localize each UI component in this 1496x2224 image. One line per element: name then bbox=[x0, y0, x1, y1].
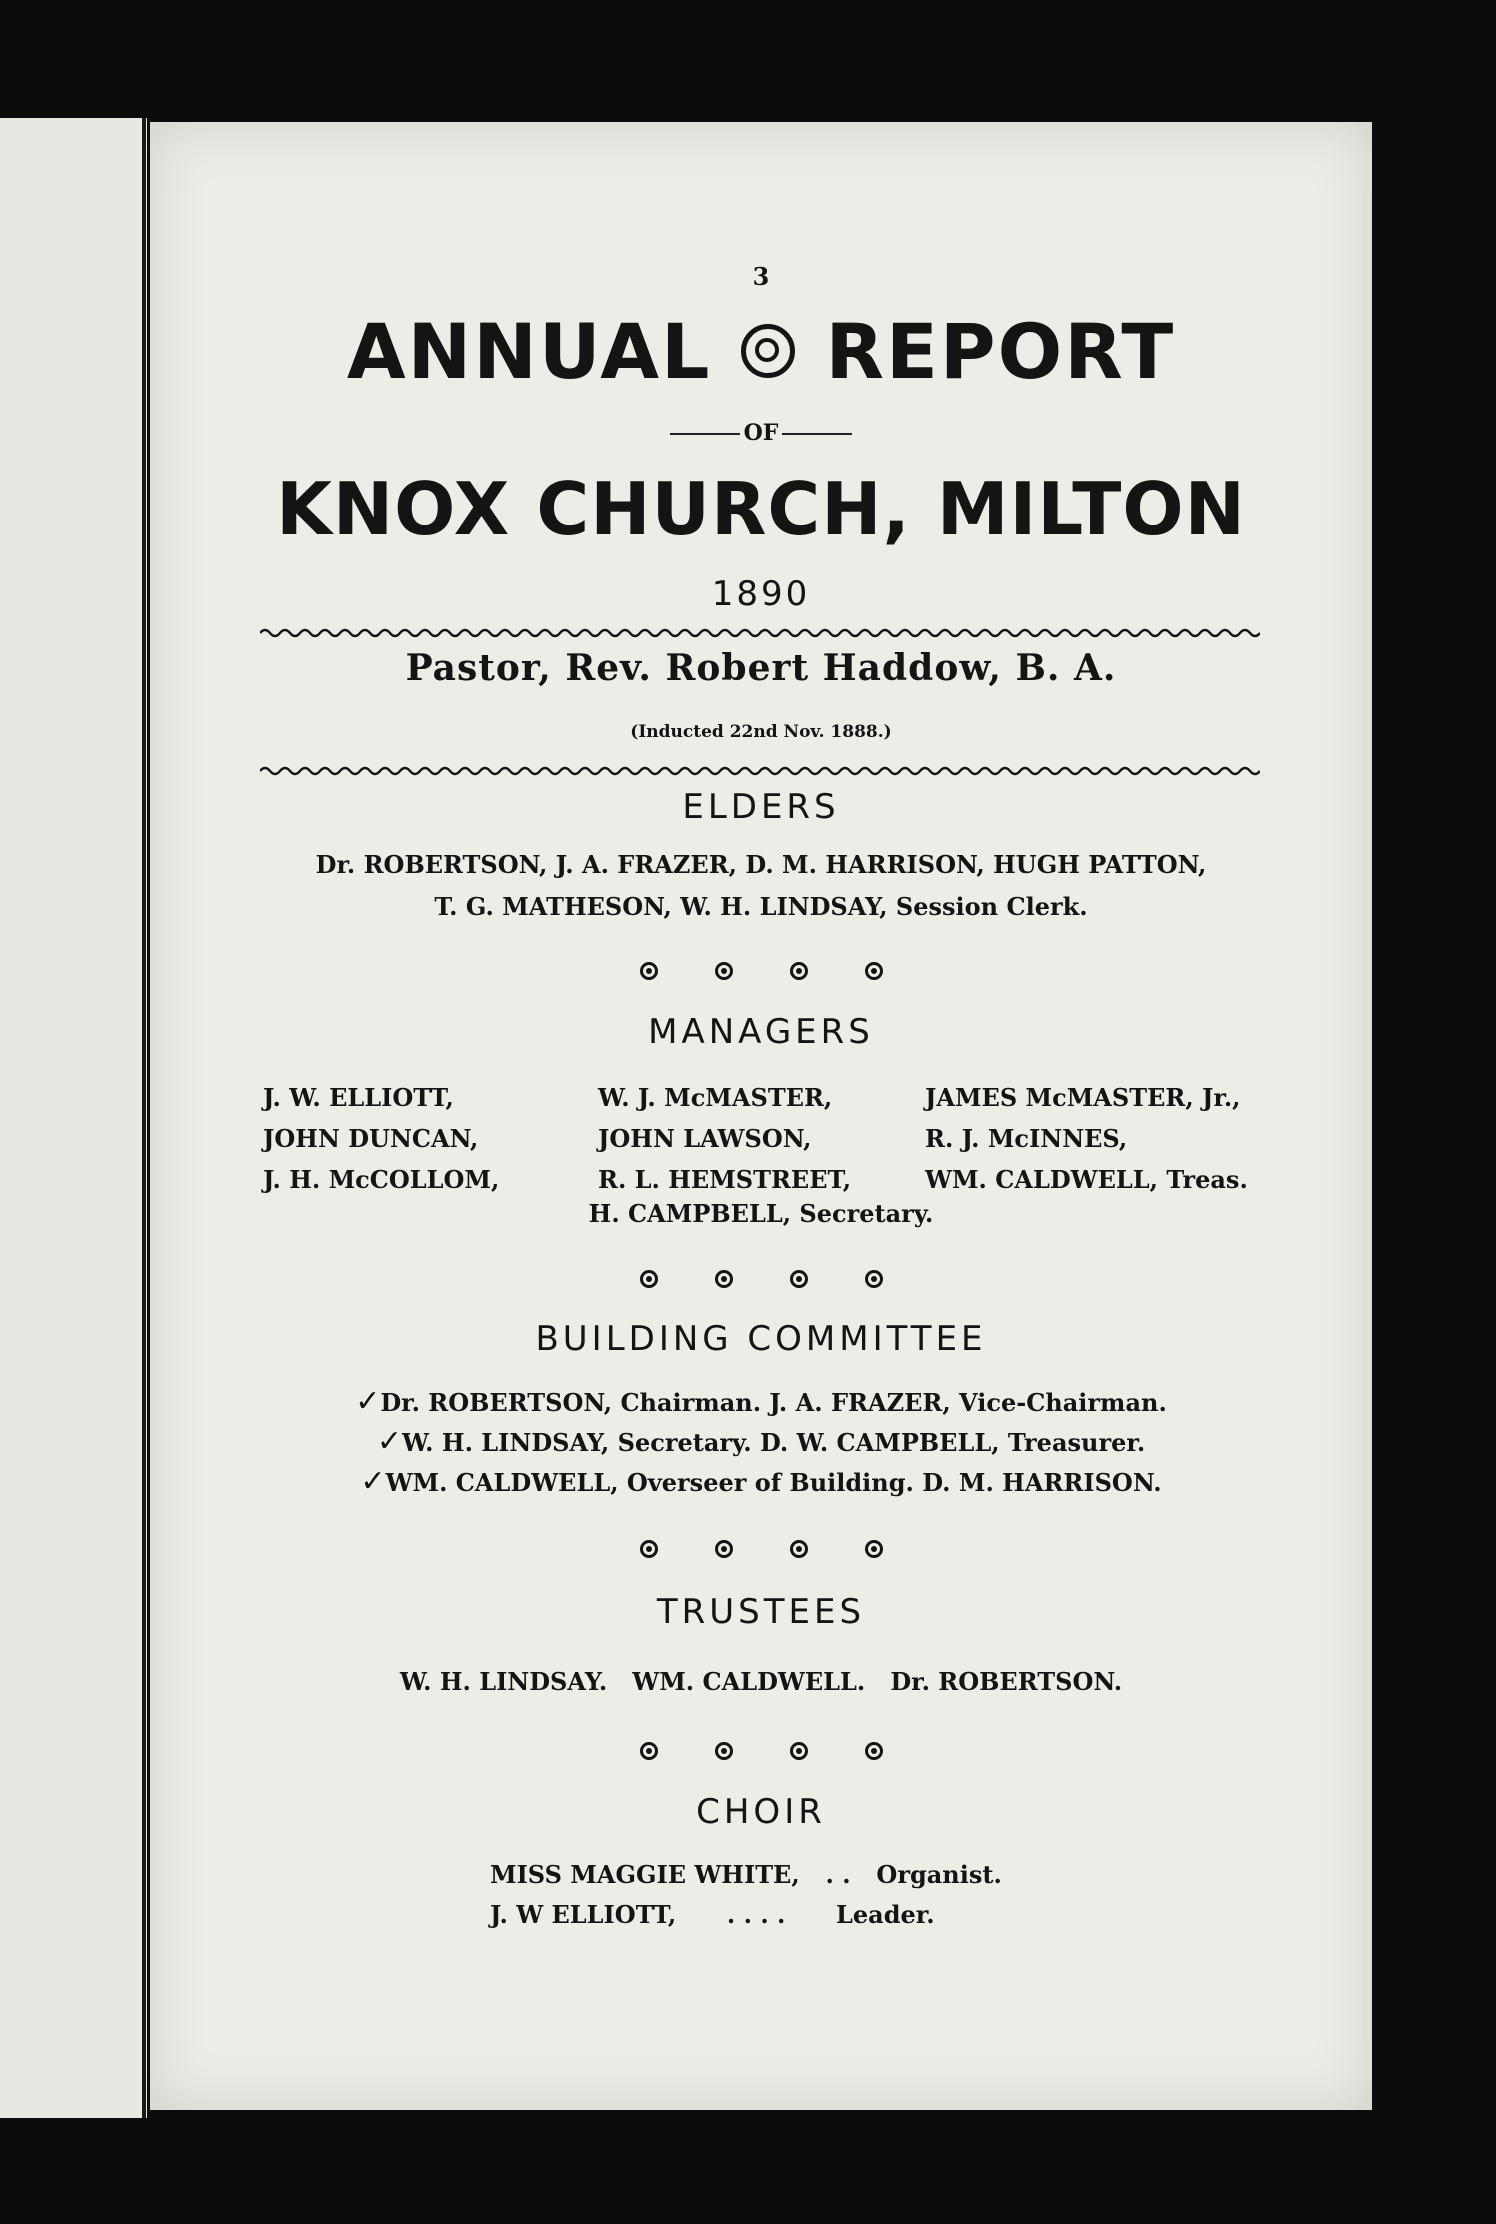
dot-ornament-icon bbox=[640, 1270, 658, 1288]
dot-ornament-icon bbox=[715, 1270, 733, 1288]
dot-ornament-icon bbox=[640, 962, 658, 980]
manager-name: JOHN LAWSON, bbox=[598, 1124, 812, 1153]
dot-ornament-icon bbox=[790, 1540, 808, 1558]
church-name: KNOX CHURCH, MILTON bbox=[276, 467, 1246, 551]
choir-row bbox=[490, 1860, 1002, 1889]
managers-column bbox=[263, 1077, 499, 1200]
wavy-divider bbox=[260, 627, 1260, 639]
dot-leader: . . . . bbox=[726, 1900, 786, 1929]
facing-page-edge bbox=[0, 118, 147, 2118]
wavy-divider bbox=[260, 765, 1260, 777]
dot-ornament-row bbox=[150, 1270, 1372, 1288]
divider-rule bbox=[782, 433, 852, 435]
manager-name: JOHN DUNCAN, bbox=[263, 1124, 479, 1153]
dot-ornament-icon bbox=[640, 1742, 658, 1760]
dot-ornament-row bbox=[150, 1742, 1372, 1760]
choir-role: Leader. bbox=[836, 1900, 935, 1929]
elders-line: Dr. ROBERTSON, J. A. FRAZER, D. M. HARRISON, HUGH PATTON, bbox=[315, 850, 1207, 879]
manager-name: JAMES McMASTER, Jr., bbox=[925, 1083, 1241, 1112]
dot-ornament-icon bbox=[865, 1742, 883, 1760]
checkmark-icon: ✓ bbox=[355, 1384, 381, 1419]
checkmark-icon: ✓ bbox=[376, 1424, 402, 1459]
inducted-note: (Inducted 22nd Nov. 1888.) bbox=[630, 722, 892, 742]
pastor-line: Pastor, Rev. Robert Haddow, B. A. bbox=[405, 647, 1117, 689]
dot-ornament-row bbox=[150, 962, 1372, 980]
committee-line bbox=[150, 1424, 1372, 1459]
dot-ornament-row bbox=[150, 1540, 1372, 1558]
dot-ornament-icon bbox=[715, 1742, 733, 1760]
choir-member: J. W ELLIOTT, bbox=[490, 1900, 677, 1929]
manager-name: W. J. McMASTER, bbox=[598, 1083, 833, 1112]
title-annual: ANNUAL bbox=[346, 307, 712, 396]
choir-row bbox=[490, 1900, 935, 1929]
of-text: OF bbox=[743, 420, 779, 446]
dot-ornament-icon bbox=[790, 1270, 808, 1288]
committee-text: WM. CALDWELL, Overseer of Building. D. M. HARRISON. bbox=[385, 1468, 1162, 1497]
building-committee-heading: BUILDING COMMITTEE bbox=[535, 1319, 987, 1359]
choir-heading: CHOIR bbox=[696, 1792, 826, 1832]
checkmark-icon: ✓ bbox=[360, 1464, 386, 1499]
manager-name: R. J. McINNES, bbox=[925, 1124, 1128, 1153]
elders-line: T. G. MATHESON, W. H. LINDSAY, Session Clerk. bbox=[434, 892, 1088, 921]
dot-ornament-icon bbox=[790, 962, 808, 980]
choir-role: Organist. bbox=[876, 1860, 1002, 1889]
manager-name: J. H. McCOLLOM, bbox=[263, 1165, 500, 1194]
manager-name: WM. CALDWELL, Treas. bbox=[925, 1165, 1248, 1194]
page-number: 3 bbox=[752, 262, 770, 291]
managers-column bbox=[925, 1077, 1248, 1200]
managers-heading: MANAGERS bbox=[648, 1012, 874, 1052]
document-page bbox=[150, 122, 1372, 2110]
committee-line bbox=[150, 1464, 1372, 1499]
report-year: 1890 bbox=[711, 574, 811, 614]
report-title bbox=[150, 307, 1372, 396]
committee-text: Dr. ROBERTSON, Chairman. J. A. FRAZER, Vice-Chairman. bbox=[380, 1388, 1167, 1417]
trustees-line: W. H. LINDSAY. WM. CALDWELL. Dr. ROBERTSON. bbox=[399, 1667, 1123, 1696]
trustees-heading: TRUSTEES bbox=[656, 1592, 866, 1632]
book-spine bbox=[142, 118, 146, 2118]
dot-ornament-icon bbox=[865, 1270, 883, 1288]
choir-member: MISS MAGGIE WHITE, bbox=[490, 1860, 800, 1889]
manager-name: J. W. ELLIOTT, bbox=[263, 1083, 454, 1112]
manager-name: R. L. HEMSTREET, bbox=[598, 1165, 852, 1194]
dot-ornament-icon bbox=[865, 962, 883, 980]
dot-ornament-icon bbox=[640, 1540, 658, 1558]
dot-ornament-icon bbox=[790, 1742, 808, 1760]
committee-text: W. H. LINDSAY, Secretary. D. W. CAMPBELL, Treasurer. bbox=[401, 1428, 1146, 1457]
dot-ornament-icon bbox=[715, 1540, 733, 1558]
elders-heading: ELDERS bbox=[682, 787, 840, 827]
dot-leader: . . bbox=[825, 1860, 851, 1889]
dot-ornament-icon bbox=[865, 1540, 883, 1558]
of-line bbox=[150, 420, 1372, 446]
committee-line bbox=[150, 1384, 1372, 1419]
title-report: REPORT bbox=[825, 307, 1176, 396]
managers-column bbox=[598, 1077, 851, 1200]
dot-ornament-icon bbox=[715, 962, 733, 980]
divider-rule bbox=[670, 433, 740, 435]
managers-secretary: H. CAMPBELL, Secretary. bbox=[588, 1199, 934, 1228]
bullseye-ornament-icon bbox=[741, 324, 795, 378]
